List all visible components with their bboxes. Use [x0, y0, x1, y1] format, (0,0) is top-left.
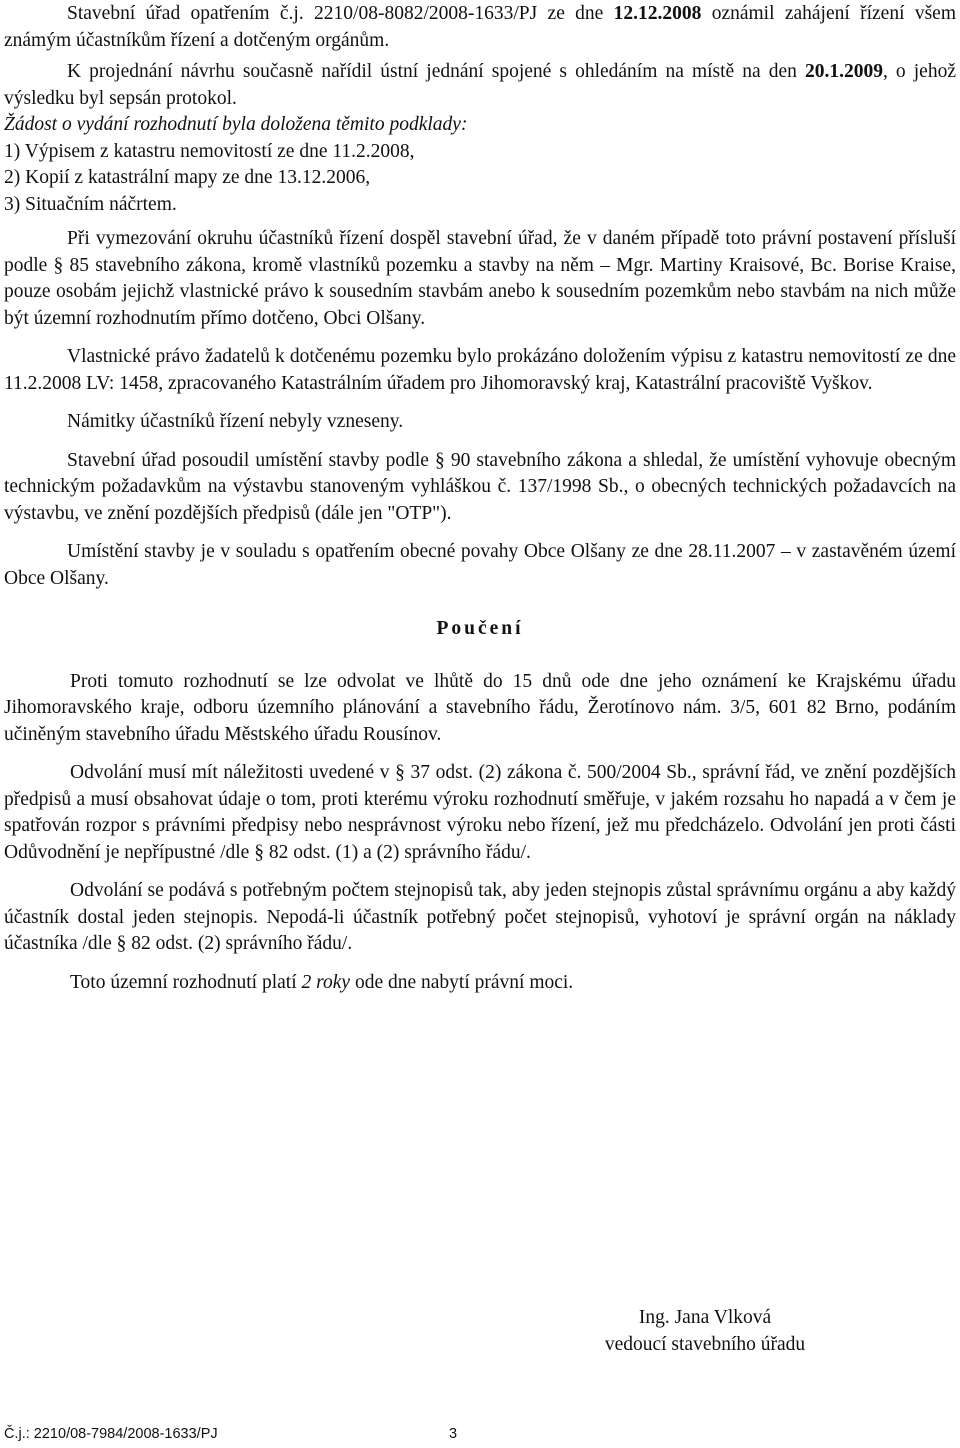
paragraph-text: Stavební úřad opatřením č.j. 2210/08-8082/2008-1633/PJ ze dne: [67, 3, 614, 24]
validity-term: 2 roky: [301, 971, 351, 993]
footer-reference: Č.j.: 2210/08-7984/2008-1633/PJ: [4, 1426, 218, 1442]
signatory-title: vedoucí stavebního úřadu: [604, 1334, 806, 1355]
paragraph-appeal: Proti tomuto rozhodnutí se lze odvolat ve lhůtě do 15 dnů ode dne jeho oznámení ke Krajskému úřadu Jihomoravského kraje, odboru územního plánování a stavebního řádu, Žerotínovo nám. 3/5, 601 82 Brno, podáním učiněným stavebního úřadu Městského úřadu Rousínov.: [4, 670, 956, 745]
notice-date: 12.12.2008: [613, 3, 702, 24]
document-body: [4, 1, 956, 996]
paragraph-participants: Při vymezování okruhu účastníků řízení dospěl stavební úřad, že v daném případě toto právní postavení přísluší podle § 85 stavebního zákona, kromě vlastníků pozemku a stavby na něm – Mgr. Martiny Kraisové, Bc. Borise Kraise, pouze osobám jejichž vlastnické právo k sousedním stavbám anebo k sousedním pozemkům nebo stavbám na nich může být územní rozhodnutím přímo dotčeno, Obci Olšany.: [4, 228, 956, 329]
paragraph-assessment: Stavební úřad posoudil umístění stavby podle § 90 stavebního zákona a shledal, že umístění vyhovuje obecným technickým požadavkům na výstavbu stanoveným vyhláškou č. 137/1998 Sb., o obecných technických požadavcích na výstavbu, ve znění pozdějších předpisů (dále jen "OTP").: [4, 449, 956, 524]
documents-list: [4, 139, 956, 219]
documents-list-item: 2) Kopií z katastrální mapy ze dne 13.12.2006,: [4, 167, 371, 188]
paragraph-ownership: Vlastnické právo žadatelů k dotčenému pozemku bylo prokázáno doložením výpisu z katastru nemovitostí ze dne 11.2.2008 LV: 1458, zpracovaného Katastrálním úřadem pro Jihomoravský kraj, Katastrální pracoviště Vyškov.: [4, 346, 956, 394]
page-number: 3: [449, 1426, 458, 1442]
documents-list-item: 3) Situačním náčrtem.: [4, 193, 177, 215]
documents-list-item: 1) Výpisem z katastru nemovitostí ze dne 11.2.2008,: [4, 140, 415, 162]
paragraph-text: ode dne nabytí právní moci.: [350, 971, 574, 993]
paragraph-text: K projednání návrhu současně nařídil ústní jednání spojené s ohledáním na místě na den: [67, 61, 805, 82]
signature-block: [575, 1304, 835, 1358]
paragraph-text: , o jehož výsledku byl sepsán protokol.: [4, 61, 956, 109]
paragraph-appeal-copies: Odvolání se podává s potřebným počtem stejnopisů tak, aby jeden stejnopis zůstal správnímu orgánu a aby každý účastník dostal jeden stejnopis. Nepodá-li účastník potřebný počet stejnopisů, vyhotoví je správní orgán na náklady účastníka /dle § 82 odst. (2) správního řádu/.: [4, 880, 956, 954]
paragraph-notice: [4, 1, 956, 54]
paragraph-compliance: Umístění stavby je v souladu s opatřením obecné povahy Obce Olšany ze dne 28.11.2007 – v zastavěném území Obce Olšany.: [4, 541, 956, 589]
documents-heading: Žádost o vydání rozhodnutí byla doložena těmito podklady:: [4, 114, 468, 135]
paragraph-text: oznámil zahájení řízení všem známým účastníkům řízení a dotčeným orgánům.: [4, 3, 956, 51]
hearing-date: 20.1.2009: [804, 61, 883, 82]
paragraph-hearing: [4, 59, 956, 112]
paragraph-objections: Námitky účastníků řízení nebyly vzneseny.: [67, 411, 404, 432]
paragraph-appeal-requirements: Odvolání musí mít náležitosti uvedené v § 37 odst. (2) zákona č. 500/2004 Sb., správní řád, ve znění pozdějších předpisů a musí obsahovat údaje o tom, proti kterému výroku rozhodnutí směřuje, v jakém rozsahu ho napadá a v čem je spatřován rozpor s právními předpisy nebo nesprávnost výroku nebo řízení, jež mu předcházelo. Odvolání jen proti části Odůvodnění je nepřípustné /dle § 82 odst. (1) a (2) správního řádu/.: [4, 762, 956, 863]
paragraph-text: Toto územní rozhodnutí platí: [70, 971, 302, 993]
paragraph-validity: [4, 970, 956, 997]
section-heading-pouceni: Poučení: [436, 618, 524, 639]
signatory-name: Ing. Jana Vlková: [638, 1307, 772, 1328]
